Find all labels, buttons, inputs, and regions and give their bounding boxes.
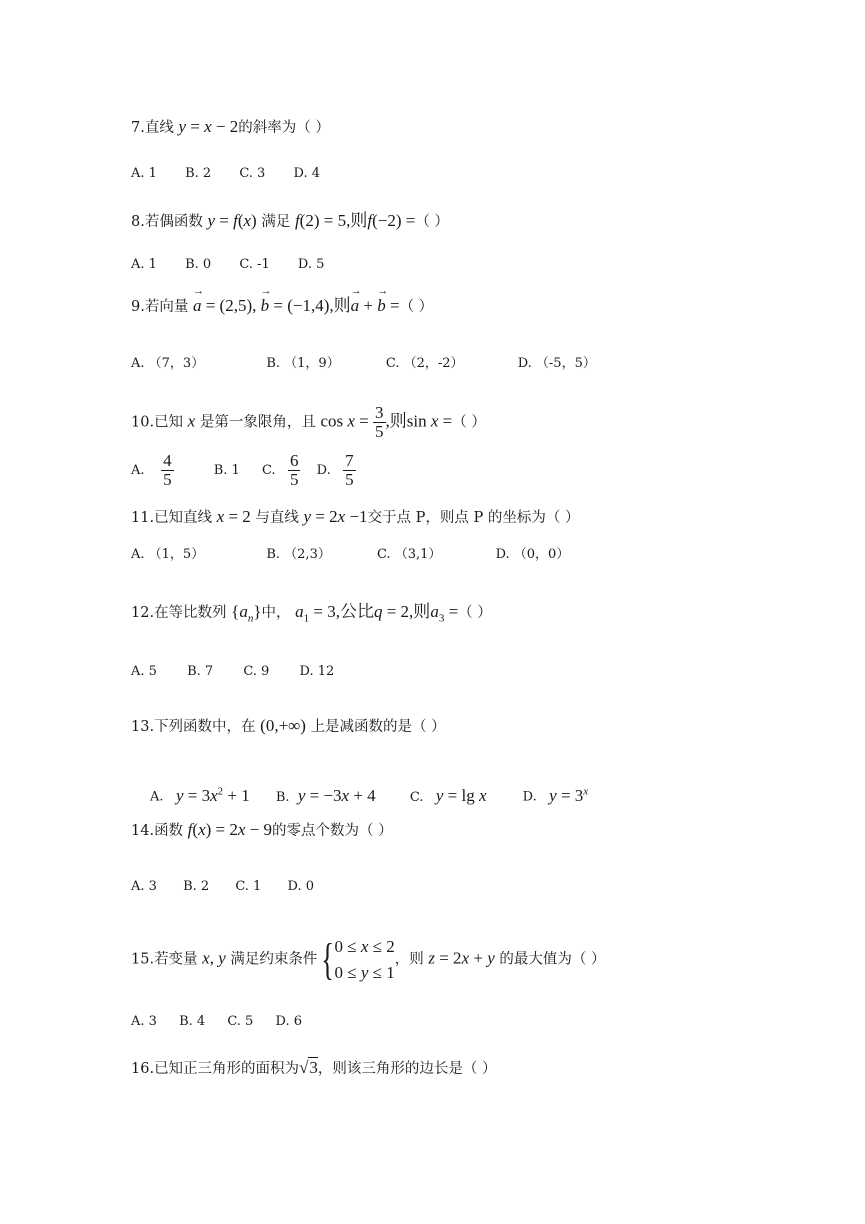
options-15 — [131, 1014, 302, 1029]
question-text: 直线 — [144, 120, 174, 136]
option-a[interactable]: A. 1 — [131, 166, 157, 181]
option-d[interactable]: D. 0 — [287, 879, 314, 894]
question-14 — [131, 819, 393, 840]
question-text: 交于点 P，则点 P 的坐标为（ ） — [367, 510, 580, 526]
option-c[interactable]: C. 5 — [227, 1014, 254, 1029]
brace: { — [321, 934, 335, 984]
question-text: 已知直线 — [154, 510, 213, 526]
question-12 — [131, 597, 492, 624]
formula: √3 — [299, 1058, 318, 1077]
question-7 — [131, 116, 330, 137]
option-c[interactable]: C. $\frac{6}{5}$ — [261, 451, 299, 489]
question-text: 的斜率为（ ） — [238, 120, 330, 136]
question-text: 上是减函数的是（ ） — [310, 719, 446, 735]
question-number: 11. — [131, 510, 155, 526]
option-c[interactable]: C. y = lg x — [409, 785, 487, 805]
options-8 — [131, 257, 324, 272]
question-8 — [131, 206, 449, 231]
formula: y = x − 2 — [178, 117, 239, 136]
option-c[interactable]: C. 3 — [239, 166, 266, 181]
question-text: 中， — [261, 605, 291, 621]
formula: → a = (2,5), → b = (−1,4),则→ a + → b = — [193, 296, 400, 315]
question-text: 已知 — [154, 414, 184, 431]
question-number: 10. — [131, 414, 155, 431]
question-number: 14. — [131, 823, 155, 839]
options-12 — [131, 664, 334, 679]
question-text: 若偶函数 — [144, 214, 203, 230]
option-a[interactable]: A. （7，3） — [131, 356, 205, 371]
formula: x — [187, 411, 196, 431]
option-d[interactable]: D. 12 — [299, 664, 335, 679]
option-b[interactable]: B. 4 — [179, 1014, 206, 1029]
question-text: （ ） — [452, 414, 486, 431]
question-text: 下列函数中，在 — [154, 719, 256, 735]
option-b[interactable]: B. （2,3） — [266, 547, 331, 562]
option-d[interactable]: D. （0，0） — [495, 547, 570, 562]
question-16 — [131, 1057, 497, 1078]
question-10 — [131, 404, 486, 441]
question-text: 已知正三角形的面积为 — [154, 1061, 300, 1077]
formula: y = 2x −1 — [303, 507, 368, 526]
question-number: 9. — [131, 299, 145, 315]
constraint-system: 0 ≤ x ≤ 2 0 ≤ y ≤ 1 — [334, 937, 395, 982]
option-a[interactable]: A. $y = 3x^2 + 1$ — [150, 785, 250, 805]
options-14 — [131, 879, 314, 894]
question-text: 的最大值为（ ） — [499, 951, 606, 968]
option-d[interactable]: D. （-5，5） — [517, 356, 596, 371]
option-a[interactable]: A. 5 — [131, 664, 157, 679]
option-a[interactable]: A. （1，5） — [131, 547, 205, 562]
question-text: 是第一象限角，且 — [199, 414, 316, 431]
formula: ,则sin x = — [385, 411, 453, 431]
question-9 — [131, 291, 433, 316]
option-d[interactable]: D. 4 — [293, 166, 320, 181]
question-text: 的零点个数为（ ） — [272, 823, 393, 839]
option-b[interactable]: B. （1，9） — [266, 356, 340, 371]
question-text: 满足 — [261, 214, 291, 230]
option-d[interactable]: D. $y = 3^x$ — [522, 785, 589, 805]
option-b[interactable]: B. y = −3x + 4 — [275, 785, 376, 805]
question-text: （ ） — [415, 214, 449, 230]
question-number: 8. — [131, 214, 145, 230]
question-number: 12. — [131, 605, 155, 621]
question-number: 7. — [131, 120, 145, 136]
question-text: 若向量 — [144, 299, 189, 315]
formula: z = 2x + y — [428, 948, 495, 968]
option-a[interactable]: A. 1 — [131, 257, 157, 272]
formula: $\{a_n\}$ — [231, 602, 262, 625]
question-15 — [131, 934, 605, 985]
options-7 — [131, 166, 320, 181]
option-d[interactable]: D. 6 — [275, 1014, 302, 1029]
question-text: 与直线 — [255, 510, 299, 526]
formula: f(x) = 2x − 9 — [187, 820, 273, 839]
question-13 — [131, 715, 446, 736]
question-text: 在等比数列 — [154, 605, 227, 621]
option-c[interactable]: C. 9 — [243, 664, 270, 679]
option-c[interactable]: C. （2，-2） — [385, 356, 464, 371]
option-c[interactable]: C. 1 — [235, 879, 262, 894]
question-text: 满足约束条件 — [230, 951, 318, 968]
options-11 — [131, 543, 569, 562]
question-11 — [131, 506, 580, 527]
question-text: ，则该三角形的边长是（ ） — [317, 1061, 497, 1077]
formula: x, y — [202, 948, 226, 968]
options-13 — [150, 785, 588, 806]
question-text: （ ） — [458, 605, 492, 621]
option-d[interactable]: D. 5 — [297, 257, 325, 272]
option-b[interactable]: B. 0 — [185, 257, 212, 272]
question-number: 15. — [131, 951, 155, 968]
option-b[interactable]: B. 7 — [187, 664, 214, 679]
formula: y = f(x) — [207, 211, 257, 230]
options-9 — [131, 352, 596, 371]
option-c[interactable]: C. -1 — [239, 257, 270, 272]
option-a[interactable]: A. 3 — [131, 879, 157, 894]
option-b[interactable]: B. 2 — [183, 879, 210, 894]
question-text: 若变量 — [154, 951, 198, 968]
question-text: （ ） — [399, 299, 434, 315]
formula: x = 2 — [216, 507, 251, 526]
formula: f(2) = 5,则f(−2) = — [294, 211, 416, 230]
fraction: $\frac{3}{5}$ — [375, 403, 384, 441]
formula: cos x = — [320, 411, 373, 431]
question-text: ，则 — [394, 951, 424, 968]
option-b[interactable]: B. 1 — [213, 462, 240, 478]
option-c[interactable]: C. （3,1） — [376, 547, 442, 562]
formula: $a_1 = 3$,公比q = 2,则$a_3$ = — [295, 602, 459, 625]
question-text: 函数 — [154, 823, 184, 839]
formula: (0,+∞) — [260, 716, 306, 735]
options-10 — [131, 452, 356, 489]
option-b[interactable]: B. 2 — [185, 166, 212, 181]
question-number: 13. — [131, 719, 155, 735]
option-a[interactable]: A. $\frac{4}{5}$ — [131, 451, 172, 489]
question-number: 16. — [131, 1061, 155, 1077]
option-d[interactable]: D. $\frac{7}{5}$ — [316, 451, 354, 489]
option-a[interactable]: A. 3 — [131, 1014, 157, 1029]
